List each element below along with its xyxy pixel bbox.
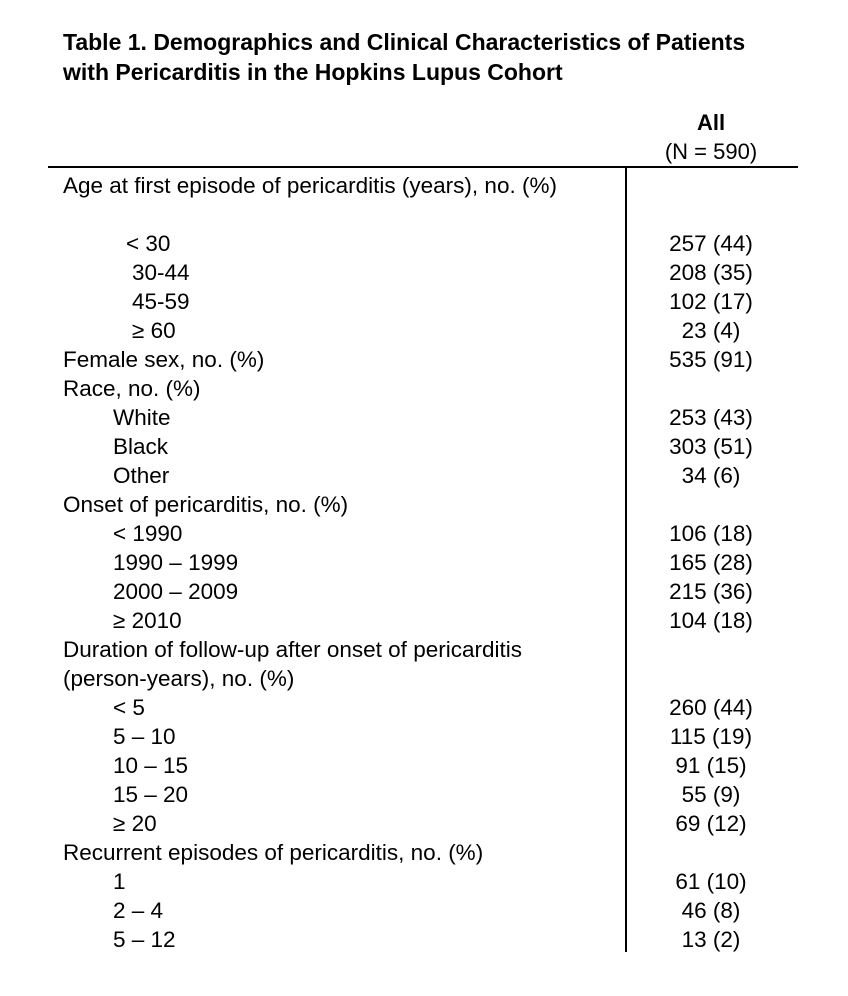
row-value: 165 (28) [669,550,753,575]
row-value: 69 (12) [675,811,747,836]
table-row [0,693,848,722]
table-body [0,171,848,954]
row-value: 102 (17) [669,289,753,314]
row-label: Other [113,463,170,488]
row-label: 2000 – 2009 [113,579,239,604]
row-value: 61 (10) [675,869,747,894]
table-row [0,258,848,287]
row-value: 91 (15) [675,753,747,778]
row-label: 1 [113,869,126,894]
row-label: 1990 – 1999 [113,550,239,575]
column-subheader-n: (N = 590) [664,139,758,164]
table-row [0,838,848,867]
table-row [0,809,848,838]
table-row [0,287,848,316]
table-row [0,751,848,780]
row-value: 23 (4) [681,318,741,343]
table-row [0,780,848,809]
row-label: Age at first episode of pericarditis (years), no. (%) [63,173,557,198]
table-row [0,490,848,519]
row-value: 257 (44) [669,231,753,256]
row-label: 10 – 15 [113,753,189,778]
table-row [0,722,848,751]
table-row [0,229,848,258]
table-row [0,374,848,403]
row-label: < 1990 [113,521,183,546]
row-label: Recurrent episodes of pericarditis, no. (%) [63,840,484,865]
table-row [0,403,848,432]
row-value: 34 (6) [681,463,741,488]
row-label: ≥ 2010 [113,608,182,633]
row-label: Duration of follow-up after onset of pericarditis (person-years), no. (%) [63,637,522,691]
row-label: Female sex, no. (%) [63,347,265,372]
row-value: 260 (44) [669,695,753,720]
table-row [0,171,848,229]
table-row [0,461,848,490]
header-rule [48,166,798,168]
row-value: 13 (2) [681,927,741,952]
row-label: 15 – 20 [113,782,189,807]
row-label: 30-44 [132,260,190,285]
table-row [0,606,848,635]
table-row [0,519,848,548]
row-label: Black [113,434,169,459]
row-value: 106 (18) [669,521,753,546]
table-row [0,925,848,954]
table-row [0,867,848,896]
row-label: Onset of pericarditis, no. (%) [63,492,349,517]
row-label: < 5 [113,695,145,720]
row-value: 115 (19) [669,724,753,749]
row-value: 535 (91) [669,347,753,372]
row-label: 2 – 4 [113,898,164,923]
row-value: 253 (43) [669,405,753,430]
row-label: 5 – 10 [113,724,176,749]
row-label: ≥ 20 [113,811,157,836]
row-label: 5 – 12 [113,927,176,952]
row-label: Race, no. (%) [63,376,201,401]
row-value: 55 (9) [681,782,741,807]
row-value: 215 (36) [669,579,753,604]
table-row [0,316,848,345]
table-row [0,345,848,374]
row-value: 208 (35) [669,260,753,285]
row-label: 45-59 [132,289,190,314]
row-value: 104 (18) [669,608,753,633]
table-row [0,896,848,925]
row-value: 46 (8) [681,898,741,923]
column-header-all: All [696,110,726,135]
row-label: ≥ 60 [132,318,176,343]
table-row [0,432,848,461]
table-title: Table 1. Demographics and Clinical Characteristics of Patients with Pericarditis in the Hopkins Lupus Cohort [63,29,746,85]
row-label: < 30 [126,231,171,256]
table-row [0,577,848,606]
row-label: White [113,405,171,430]
table-row [0,635,848,693]
row-value: 303 (51) [669,434,753,459]
table-row [0,548,848,577]
